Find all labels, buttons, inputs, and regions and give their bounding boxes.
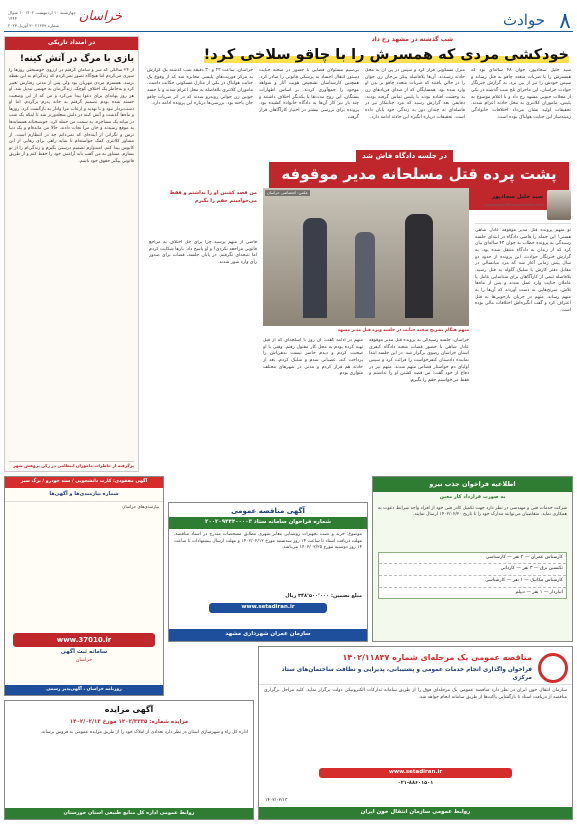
- ad-left-service-sub: خراسان: [75, 657, 93, 664]
- ad-auction-number: مزایده شماره: ۱۴۰۲/۳۳۳۵ مورخ ۱۴۰۲/۰۲/۱۳: [69, 718, 189, 725]
- dateline-line-2: شماره ۲۱۳۷۹ ۳۰ آوریل ۲۰۲۳: [8, 22, 60, 28]
- ad-tender-org: روابط عمومی سازمان انتقال خون ایران: [259, 807, 572, 819]
- ad-middle-deposit: مبلغ تضمین: ۳۴۸٬۵۰۰٬۰۰۰ ریال: [285, 593, 362, 600]
- ad-auction-footer: روابط عمومی اداره کل منابع طبیعی استان خوزستان: [5, 808, 253, 819]
- photo-credit: عکس: اختصاصی خراسان: [267, 190, 308, 195]
- sidebar-footer: برگرفته از خاطرات ماموران انتظامی در رکن پژوهش شهر: [9, 461, 134, 469]
- ad-jobs-subtitle: به صورت قرارداد کار معین: [439, 494, 506, 501]
- ad-left-ticker: نیازمندی‌های خراسان: [122, 503, 159, 509]
- ad-tender-logo: [538, 653, 568, 683]
- ad-auction-title: آگهی مزایده: [104, 705, 154, 714]
- ad-middle-number: شماره فراخوان سامانه ستاد ۲۰۰۲۰۹۴۴۴۰۰۰۰۳: [169, 517, 367, 529]
- ad-tender-title: مناقصه عمومی یک مرحله‌ای شماره ۱۴۰۲/۱۱۸۳۷: [342, 653, 532, 662]
- dateline: [8, 10, 78, 29]
- ad-jobs-row: تکنسین برق — ۳ نفر — کاردانی: [379, 563, 566, 575]
- ad-auction: [4, 700, 254, 820]
- ad-left: [4, 476, 164, 696]
- story2: [145, 150, 573, 472]
- ad-left-body: [5, 501, 163, 631]
- ad-left-line2: شماره نیازمندی‌ها و آگهی‌ها: [49, 490, 119, 497]
- page-number: ۸: [559, 9, 571, 34]
- ad-middle-body: موضوع: خرید و نصب تجهیزات روشنایی معابر شهری مطابق مشخصات مندرج در اسناد مناقصه. مهلت دریافت اسناد تا ساعت ۱۴ روز سه‌شنبه مورخ ۱۴۰۲/۰۲/۱۲ و مهلت ارسال پیشنهادات تا ساعت ۱۴ روز دوشنبه مورخ ۱۴۰۲/۰۲/۲۵ می‌باشد.: [174, 532, 362, 551]
- author-email: s.sajjadpoor@khorasannews.com: [482, 203, 543, 207]
- ad-middle-title: آگهی مناقصه عمومی: [231, 507, 305, 515]
- story2-subhead: در جلسه دادگاه فاش شد: [356, 150, 453, 162]
- ad-jobs-row: کارشناس مکانیک — ۱ نفر — کارشناسی: [379, 575, 566, 587]
- story1-col-b: منزل مسکونی فرار کرد و سپس در پی آن به محل حادثه رسیدند. آن‌ها بلافاصله پیکر بی‌جان زن جوان را در حالی یافتند که ضربات متعدد چاقو بر بدن او وارد شده بود. همسایگان که از صدای فریادهای زن به وحشت افتاده بودند با پلیس تماس گرفته بودند. دقایقی بعد گزارش رسید که مرد جنایتکار نیز در فاصله‌ای نه چندان دور به زندگی خود پایان داده است. تحقیقات درباره انگیزه این حادثه ادامه دارد.: [365, 68, 465, 120]
- sidebar-heading: در امتداد تاریکی: [5, 37, 138, 50]
- ad-jobs-title: اطلاعیه فراخوان جذب نیرو: [373, 477, 572, 492]
- story2-photo: [263, 188, 469, 326]
- ad-middle-site: www.setadiran.ir: [209, 603, 327, 613]
- ad-tender-site: www.setadiran.ir: [319, 768, 512, 778]
- newspaper-logo: خراسان: [78, 9, 122, 24]
- story1: [145, 36, 573, 146]
- ad-tender-date: ۱۴۰۲/۰۲/۱۳: [265, 798, 288, 804]
- ad-jobs: [372, 476, 573, 642]
- story1-col-a: سید خلیل سجادپور، جوان ۴۸ ساله‌ای بود که همسرش را با ضربات متعدد چاقو به قتل رساند و سپس خودش را نیز از بین برد. به گزارش خبرنگار حوادث خراسان، این ماجرای تلخ شب گذشته در یکی از محلات جنوبی مشهد رخ داد و با اعلام موضوع به پلیس، ماموران کلانتری به محل حادثه اعزام شدند. تحقیقات اولیه نشان می‌داد اختلافات خانوادگی زمینه‌ساز این جنایت هولناک بوده است.: [471, 68, 571, 120]
- ad-jobs-row: انباردار — ۱ نفر — دیپلم: [379, 587, 566, 599]
- story2-col-b: خراسان، جلسه رسیدگی به پرونده قتل مدیر موقوفه عادل شاهی با حضور قضات شعبه دادگاه کیفری استان خراسان رضوی برگزار شد. در این جلسه ابتدا نماینده دادستان کیفرخواست را قرائت کرد و سپس اولیای دم خواستار قصاص متهم شدند. متهم نیز در دفاع از خود گفت: من قصد کشتن او را نداشتم و فقط می‌خواستم حقم را بگیرم.: [369, 338, 469, 383]
- story2-quote: من قصد کشتن او را نداشتم و فقط می‌خواستم حقم را بگیرم: [169, 190, 257, 204]
- ad-jobs-row: کارشناس عمران — ۲ نفر — کارشناسی: [485, 554, 563, 560]
- author-avatar: [547, 190, 571, 220]
- story1-headline-text: خودکشی مردی که همسرش را با چاقو سلاخی کرد!: [203, 47, 569, 63]
- ad-jobs-table: [378, 552, 567, 600]
- story2-col-c: متهم در ادامه گفت: آن روز با اسلحه‌ای که از قبل تهیه کرده بودم به محل کار مقتول رفتم. وقتی با او صحبت کردم و دیدم حاضر نیست بدهی‌اش را پرداخت کند، عصبانی شدم و شلیک کردم. بعد از حادثه هم فرار کردم و مدتی در شهرهای مختلف متواری بودم.: [263, 338, 363, 377]
- ad-tender: [258, 646, 573, 820]
- page-header: [4, 4, 573, 32]
- ad-left-site: www.37010.ir: [13, 633, 155, 647]
- story2-caption: متهم هنگام تشریح صحنه جنایت در جلسه ویژه قتل مدیر مشهد: [337, 328, 469, 333]
- ad-middle-org: سازمان عمران شهرداری مشهد: [169, 629, 367, 641]
- story2-author: [475, 188, 571, 224]
- story2-col-a: تو متهم پرونده قتل مدیر موقوفه عادل شاهی هستی! این جمله را قاضی دادگاه در ابتدای جلسه رسیدگی به پرونده خطاب به جوان ۴۲ ساله‌ای بیان کرد که از زندان به دادگاه منتقل شده بود. به گزارش خبرنگار حوادث، این پرونده از حدود دو سال پیش زمانی آغاز شد که مرد میانسالی در مقابل دفتر کارش با شلیک گلوله به قتل رسید. بلافاصله تیمی از کارآگاهان برای شناسایی عامل یا عاملان جنایت وارد عمل شدند و پس از ماه‌ها تلاش، سرنخ‌هایی به دست آوردند که آن‌ها را به متهم رساند. متهم در جریان بازجویی‌ها به قتل اعتراف کرد و گفت انگیزه‌اش اختلافات مالی بوده است.: [475, 228, 571, 313]
- ad-tender-body: سازمان انتقال خون ایران در نظر دارد مناقصه عمومی یک مرحله‌ای فوق را از طریق سامانه تدارکات الکترونیکی دولت برگزار نماید. کلیه مراحل برگزاری مناقصه از دریافت اسناد تا بازگشایی پاکت‌ها از طریق سامانه انجام خواهد شد.: [259, 684, 572, 766]
- ad-middle: [168, 502, 368, 642]
- story1-kicker: شب گذشته در مشهد رخ داد: [371, 36, 453, 43]
- story1-col-d: خراسان، ساعت ۲۲ و ۳۰ دقیقه شب گذشته یک گزارش به مرکز فوریت‌های پلیسی مخابره شد که از وقوع یک جنایت هولناک در یکی از منازل مسکونی حکایت داشت. ماموران کلانتری بلافاصله به محل اعزام شدند و با جسد خونین زن جوانی روبه‌رو شدند که در اثر ضربات چاقو جان باخته بود. بررسی‌ها درباره این پرونده ادامه دارد.: [147, 68, 253, 107]
- ad-left-footer: روزنامه خراسان ، آگهی‌پذیر رسمی: [5, 685, 163, 695]
- story2-col-d: قاضی از متهم پرسید چرا برای حل اختلاف به مراجع قانونی مراجعه نکردی؟ و او پاسخ داد: بارها شکایت کردم اما نتیجه‌ای نگرفتم. در پایان جلسه، قضات برای صدور رأی وارد شور شدند.: [149, 240, 257, 265]
- story2-headline: پشت پرده قتل مسلحانه مدیر موقوفه: [269, 162, 569, 210]
- photo-figure-center: [355, 232, 375, 318]
- ad-tender-phone: ۰۲۱-۸۸۶۰۱۵۰۱: [397, 780, 434, 787]
- ad-tender-subtitle: فراخوان واگذاری انجام خدمات عمومی و پشتیبانی، پذیرایی و نظافت ساختمان‌های ستاد مرکزی: [281, 666, 532, 681]
- sidebar-title: بازی با مرگ در آتش کینه!: [19, 53, 134, 64]
- sidebar-body: از ۲۴ سالگی که سر و سامان گرفتم در آرزوی خوشبختی روزها را سپری می‌کردم اما هیچ‌گاه تصور نمی‌کردم که زندگی‌ام به این نقطه برسد. همسرم مردی مهربان بود ولی پس از مدتی رفتارش تغییر کرد و به‌خاطر یک اختلاف کوچک، زندگی‌مان به جهنمی تبدیل شد. او هر روز بهانه‌ای برای دعوا پیدا می‌کرد و من که از این وضعیت خسته شده بودم تصمیم گرفتم به خانه پدرم برگردم. اما او دست‌بردار نبود و با تهدید و ارعاب مرا وادار به بازگشت کرد. روزها و ماه‌ها گذشت و آتش کینه در دلش شعله‌ورتر شد تا اینکه یک شب در میانه یک مشاجره، به سمت من حمله کرد. خوشبختانه همسایه‌ها به موقع رسیدند و جان مرا نجات دادند. حالا من مانده‌ام و یک دنیا ترس و نگرانی از آینده‌ای که نمی‌دانم چه در انتظارم است. از مشاور کلانتری کمک خواسته‌ام تا شاید راهی برای رهایی از این کابوس پیدا کنم. امیدوارم تصمیم درستی بگیرم و زندگی‌ام را از نو بسازم. مشاور به من گفت باید آرامش خود را حفظ کنم و از طریق قانونی پیگیر حقوق خود باشم.: [9, 67, 134, 164]
- author-name: سید خلیل سجادپور: [492, 194, 543, 200]
- ad-jobs-body: شرکت خدمات فنی و مهندسی در نظر دارد جهت تکمیل کادر فنی خود از افراد واجد شرایط دعوت به همکاری نماید. متقاضیان می‌توانند مدارک خود را تا تاریخ ۱۴۰۲/۰۲/۲۰ ارسال نمایند.: [378, 505, 567, 518]
- story1-col-c: بی‌سیم مسئولان قضایی با حضور در صحنه جنایت دستور انتقال اجساد به پزشکی قانونی را صادر کرد. همچنین کارشناسان تشخیص هویت آثار و شواهد موجود را جمع‌آوری کردند. بر اساس اظهارات بستگان، این زوج مدت‌ها با یکدیگر اختلاف داشتند و چند بار نیز کار آن‌ها به دادگاه خانواده کشیده بود. پرونده برای بررسی بیشتر در اختیار کارآگاهان قرار گرفت.: [259, 68, 359, 120]
- ad-left-service: سامانه ثبت آگهی: [60, 649, 108, 656]
- dateline-line-1: چهارشنبه ۱۰ اردیبهشت ۱۴۰۲ ۱۰ شوال ۱۴۴۴: [8, 10, 76, 22]
- sidebar-column: [4, 36, 139, 472]
- photo-figure-right: [405, 214, 433, 318]
- story1-headline: [204, 45, 569, 66]
- ad-left-line1: آگهی مفقودی: کارت دانشجویی / سند خودرو / برگ سبز: [5, 477, 163, 488]
- section-title: حوادث: [503, 11, 545, 29]
- photo-figure-left: [303, 218, 327, 318]
- ad-auction-body: اداره کل راه و شهرسازی استان در نظر دارد تعدادی از املاک خود را از طریق مزایده عمومی به فروش برساند.: [40, 729, 248, 735]
